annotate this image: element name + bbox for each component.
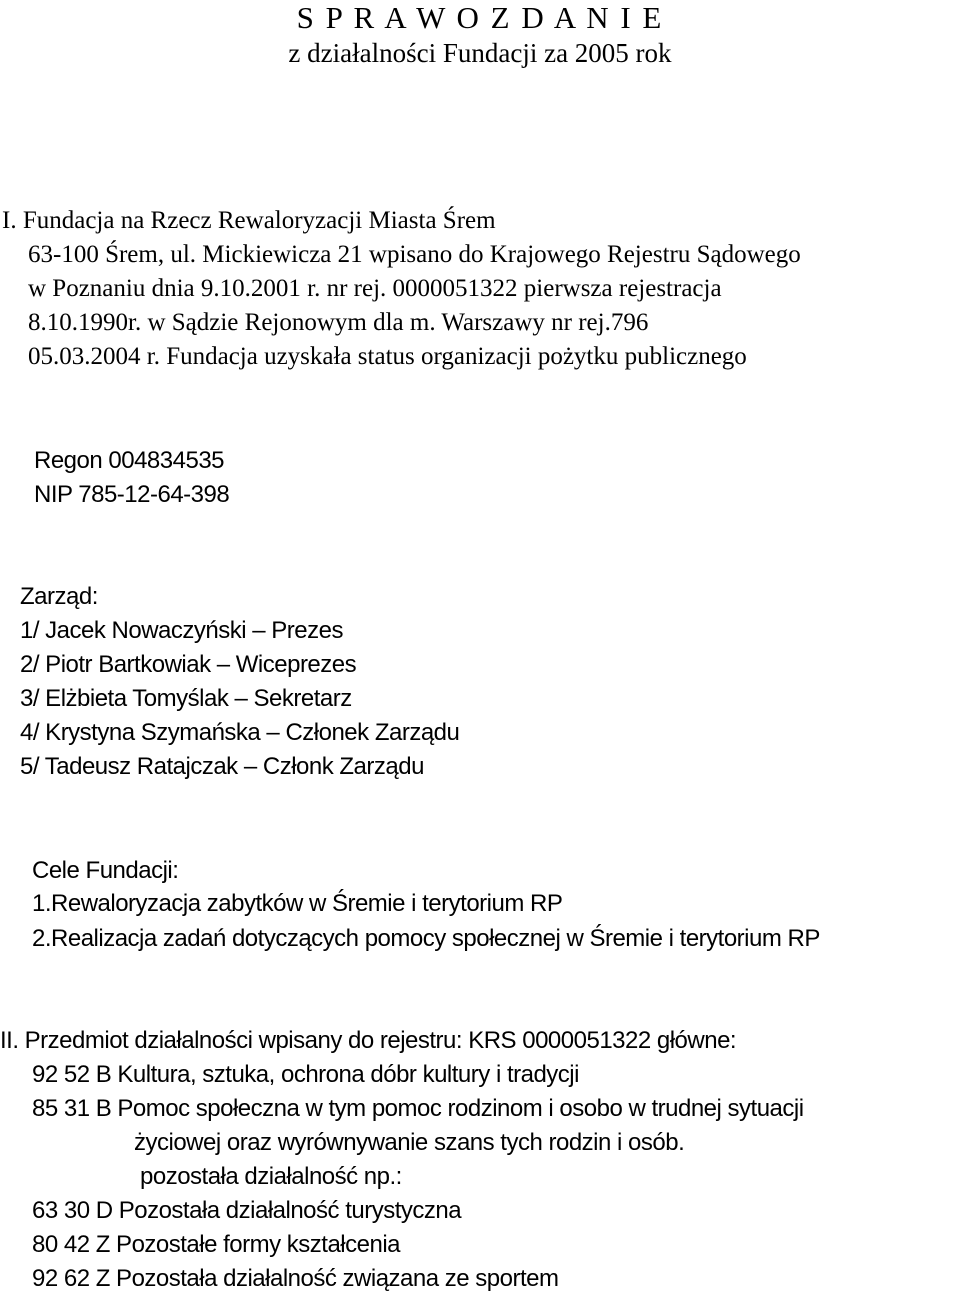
board-member: 1/ Jacek Nowaczyński – Prezes bbox=[20, 617, 343, 644]
activity-line: pozostała działalność np.: bbox=[140, 1163, 402, 1190]
board-member: 3/ Elżbieta Tomyślak – Sekretarz bbox=[20, 685, 352, 712]
board-heading: Zarząd: bbox=[20, 583, 98, 610]
section1-line-3: w Poznaniu dnia 9.10.2001 r. nr rej. 0000051322 pierwsza rejestracja bbox=[28, 275, 722, 302]
goal-item: 2.Realizacja zadań dotyczących pomocy społecznej w Śremie i terytorium RP bbox=[32, 925, 820, 952]
regon-number: Regon 004834535 bbox=[34, 447, 225, 474]
board-member: 2/ Piotr Bartkowiak – Wiceprezes bbox=[20, 651, 357, 678]
nip-number: NIP 785-12-64-398 bbox=[34, 481, 230, 508]
document-subtitle: z działalności Fundacji za 2005 rok bbox=[288, 38, 672, 68]
document-title: S P R A W O Z D A N I E bbox=[296, 0, 664, 35]
goals-heading: Cele Fundacji: bbox=[32, 857, 179, 884]
activity-line: 80 42 Z Pozostałe formy kształcenia bbox=[32, 1231, 401, 1258]
goal-item: 1.Rewaloryzacja zabytków w Śremie i terytorium RP bbox=[32, 890, 563, 917]
section1-line-1: I. Fundacja na Rzecz Rewaloryzacji Miasta Śrem bbox=[2, 207, 496, 234]
section2-heading: II. Przedmiot działalności wpisany do rejestru: KRS 0000051322 główne: bbox=[0, 1027, 737, 1054]
section1-line-2: 63-100 Śrem, ul. Mickiewicza 21 wpisano do Krajowego Rejestru Sądowego bbox=[28, 241, 801, 268]
board-member: 4/ Krystyna Szymańska – Członek Zarządu bbox=[20, 719, 460, 746]
section1-line-4: 8.10.1990r. w Sądzie Rejonowym dla m. Warszawy nr rej.796 bbox=[28, 309, 649, 336]
section1-line-5: 05.03.2004 r. Fundacja uzyskała status organizacji pożytku publicznego bbox=[28, 343, 747, 370]
board-member: 5/ Tadeusz Ratajczak – Członk Zarządu bbox=[20, 753, 424, 780]
activity-line: 85 31 B Pomoc społeczna w tym pomoc rodzinom i osobo w trudnej sytuacji bbox=[32, 1095, 804, 1122]
activity-line: życiowej oraz wyrównywanie szans tych rodzin i osób. bbox=[134, 1129, 685, 1156]
activity-line: 92 52 B Kultura, sztuka, ochrona dóbr kultury i tradycji bbox=[32, 1061, 579, 1088]
activity-line: 92 62 Z Pozostała działalność związana ze sportem bbox=[32, 1265, 559, 1292]
activity-line: 63 30 D Pozostała działalność turystyczna bbox=[32, 1197, 462, 1224]
